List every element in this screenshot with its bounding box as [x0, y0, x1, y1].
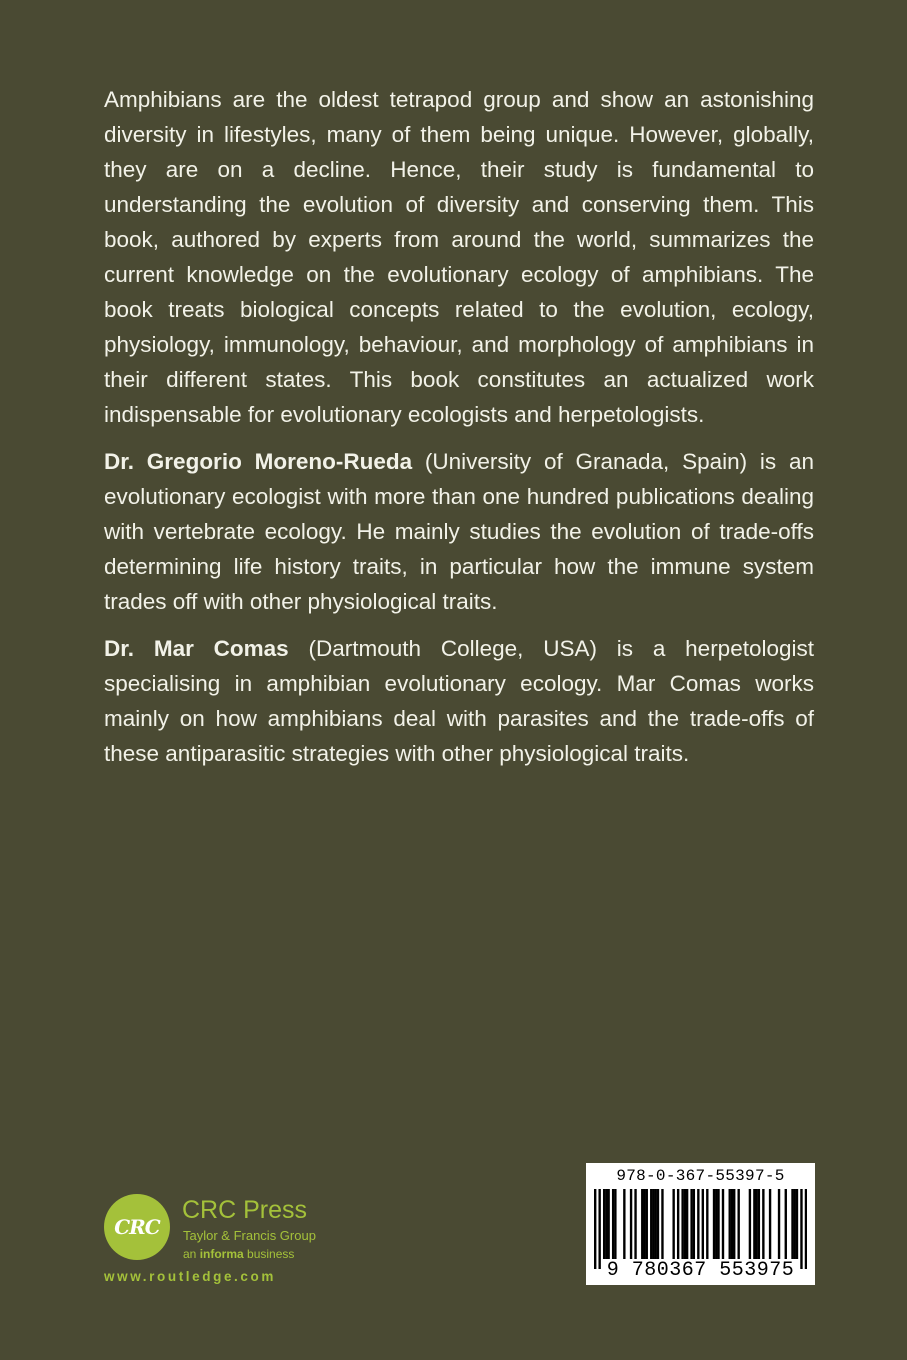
- barcode-bar: [778, 1189, 780, 1259]
- business-suffix: business: [243, 1247, 295, 1261]
- barcode-bar: [677, 1189, 679, 1259]
- barcode-bars: [594, 1189, 807, 1269]
- barcode-bar: [598, 1189, 600, 1269]
- barcode-bar: [646, 1189, 648, 1259]
- barcode-bar: [722, 1189, 724, 1259]
- barcode-bar: [805, 1189, 807, 1269]
- ean-digits: 9 780367 553975: [606, 1259, 795, 1282]
- barcode-bar: [785, 1189, 787, 1259]
- barcode-bar: [693, 1189, 695, 1259]
- barcode-bar: [729, 1189, 731, 1259]
- barcode-bar: [655, 1189, 657, 1259]
- barcode-bar: [634, 1189, 636, 1259]
- barcode-bar: [791, 1189, 793, 1259]
- author-name-2: Dr. Mar Comas: [104, 636, 289, 661]
- barcode-bar: [697, 1189, 699, 1269]
- barcode-bar: [594, 1189, 596, 1269]
- publisher-business-line: [183, 1247, 294, 1261]
- author-bio-2: [104, 631, 814, 771]
- barcode-bar: [794, 1189, 796, 1259]
- barcode-bar: [607, 1189, 609, 1259]
- book-description: Amphibians are the oldest tetrapod group and show an astonishing diversity in lifestyles, many of them being unique. However, globally, they are on a decline. Hence, their study is fundamental to understanding the evolution of diversity and conserving them. This book, authored by experts from around the world, summarizes the current knowledge on the evolutionary ecology of amphibians. The book treats biological concepts related to the evolution, ecology, physiology, immunology, behaviour, and morphology of amphibians in their different states. This book constitutes an actualized work indispensable for evolutionary ecologists and herpetologists.: [104, 87, 814, 427]
- barcode-bar: [672, 1189, 674, 1259]
- barcode-bar: [702, 1189, 704, 1269]
- business-informa: informa: [199, 1247, 244, 1261]
- publisher-url[interactable]: www.routledge.com: [104, 1269, 276, 1284]
- barcode-bar: [630, 1189, 632, 1259]
- barcode-bar: [614, 1189, 616, 1259]
- barcode-bar: [684, 1189, 686, 1259]
- barcode-bar: [733, 1189, 735, 1259]
- isbn-barcode: [586, 1163, 815, 1285]
- barcode-bar: [755, 1189, 757, 1259]
- barcode-bar: [641, 1189, 643, 1259]
- barcode-bar: [623, 1189, 625, 1259]
- barcode-bar: [758, 1189, 760, 1259]
- barcode-bar: [706, 1189, 708, 1259]
- barcode-bar: [737, 1189, 739, 1259]
- barcode-bar: [657, 1189, 659, 1259]
- barcode-bar: [769, 1189, 771, 1259]
- publisher-group: Taylor & Francis Group: [183, 1228, 316, 1243]
- barcode-bar: [603, 1189, 605, 1259]
- barcode-bar: [717, 1189, 719, 1259]
- barcode-bar: [661, 1189, 663, 1259]
- barcode-bar: [753, 1189, 755, 1259]
- barcode-bar: [749, 1189, 751, 1259]
- crc-logo-icon: [104, 1194, 170, 1260]
- isbn-number: 978-0-367-55397-5: [616, 1167, 785, 1185]
- barcode-bar: [681, 1189, 683, 1259]
- barcode-bar: [605, 1189, 607, 1259]
- barcode-bar: [715, 1189, 717, 1259]
- barcode-bar: [796, 1189, 798, 1259]
- crc-logo-text: CRC: [114, 1215, 160, 1239]
- author-name-1: Dr. Gregorio Moreno-Rueda: [104, 449, 413, 474]
- business-prefix: an: [183, 1247, 200, 1261]
- author-bio-text-2: (Dartmouth College, USA) is a herpetologist specialising in amphibian evolutionary ecology. Mar Comas works mainly on how amphibians deal with parasites and the trade-offs of these antiparasitic strategies with other physiological traits.: [104, 636, 814, 766]
- barcode-bar: [652, 1189, 654, 1259]
- publisher-name: CRC Press: [182, 1196, 308, 1224]
- back-cover-text: [104, 82, 814, 783]
- barcode-bar: [690, 1189, 692, 1259]
- barcode-bar: [762, 1189, 764, 1259]
- barcode-bar: [686, 1189, 688, 1259]
- barcode-bar: [650, 1189, 652, 1259]
- barcode-bar: [643, 1189, 645, 1259]
- barcode-bar: [731, 1189, 733, 1259]
- author-bio-text-1: (University of Granada, Spain) is an evolutionary ecologist with more than one hundred publications dealing with vertebrate ecology. He mainly studies the evolution of trade-offs determining life history traits, in particular how the immune system trades off with other physiological traits.: [104, 449, 814, 614]
- barcode-bar: [713, 1189, 715, 1259]
- publisher-block: [104, 1194, 404, 1294]
- barcode-bar: [612, 1189, 614, 1259]
- barcode-bar: [800, 1189, 802, 1269]
- author-bio-1: [104, 444, 814, 619]
